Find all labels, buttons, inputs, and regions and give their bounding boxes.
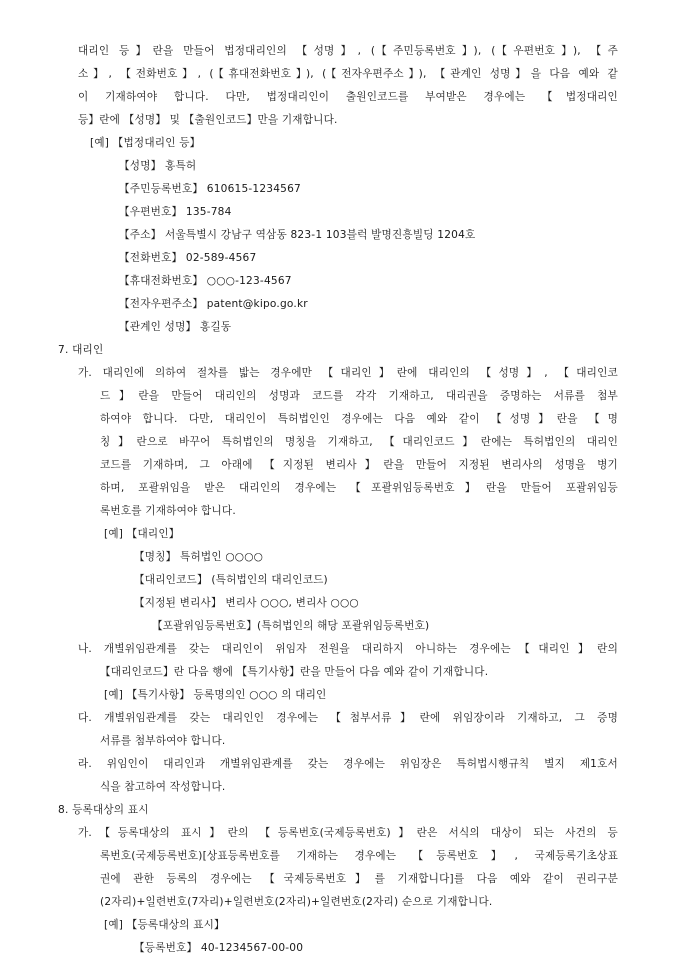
paragraph-line: 록번호를 기재하여야 합니다. (100, 505, 236, 517)
intro-line: 대리인 등】란을 만들어 법정대리인의 【성명】, (【주민등록번호】), (【우편번호】), 【주 (78, 45, 618, 57)
example-heading: [예] 【등록대상의 표시】 (104, 919, 225, 931)
paragraph-line: 하여야 합니다. 다만, 대리인이 특허법인인 경우에는 다음 예와 같이 【성명】란을 【명 (100, 413, 618, 425)
example-row: 【등록번호】 40-1234567-00-00 (134, 942, 304, 954)
example-row: 【관계인 성명】 홍길동 (119, 321, 232, 333)
paragraph-line: (2자리)+일련번호(7자리)+일련번호(2자리)+일련번호(2자리) 순으로 기재합니다. (100, 896, 493, 908)
paragraph-line: 가. 대리인에 의하여 절차를 밟는 경우에만 【대리인】란에 대리인의 【성명】, 【대리인코 (78, 367, 618, 379)
paragraph-line: 드】란을 만들어 대리인의 성명과 코드를 각각 기재하고, 대리권을 증명하는 서류를 첨부 (100, 390, 618, 402)
example-row: 【성명】 홍특허 (119, 160, 197, 172)
example-row: 【주소】 서울특별시 강남구 역삼동 823-1 103블럭 발명진흥빌딩 1204호 (119, 229, 476, 241)
paragraph-line: 나. 개별위임관계를 갖는 대리인이 위임자 전원을 대리하지 아니하는 경우에는【대리인】란의 (78, 643, 618, 655)
example-row: 【포괄위임등록번호】(특허법인의 해당 포괄위임등록번호) (152, 620, 430, 632)
example-row: 【우편번호】 135-784 (119, 206, 232, 218)
example-row: 【대리인코드】 (특허법인의 대리인코드) (134, 574, 328, 586)
section-title: 7. 대리인 (58, 344, 104, 356)
paragraph-line: 【대리인코드】란 다음 행에 【특기사항】란을 만들어 다음 예와 같이 기재합니다. (100, 666, 489, 678)
paragraph-line: 서류를 첨부하여야 합니다. (100, 735, 226, 747)
paragraph-line: 식을 참고하여 작성합니다. (100, 781, 226, 793)
paragraph-line: 하며, 포괄위임을 받은 대리인의 경우에는 【포괄위임등록번호】란을 만들어 포괄위임등 (100, 482, 618, 494)
example-heading: [예] 【특기사항】 등록명의인 ○○○ 의 대리인 (104, 689, 327, 701)
paragraph-line: 록번호(국제등록번호)[상표등록번호를 기재하는 경우에는 【등록번호】, 국제등록기초상표 (100, 850, 618, 862)
paragraph-line: 권에 관한 등록의 경우에는 【국제등록번호】를 기재합니다]를 다음 예와 같이 권리구분 (100, 873, 618, 885)
paragraph-line: 가.【등록대상의 표시】란의 【등록번호(국제등록번호)】란은 서식의 대상이 되는 사건의 등 (78, 827, 618, 839)
example-row: 【전화번호】 02-589-4567 (119, 252, 257, 264)
example-row: 【주민등록번호】 610615-1234567 (119, 183, 301, 195)
intro-line: 이 기재하여야 합니다. 다만, 법정대리인이 출원인코드를 부여받은 경우에는 【법정대리인 (78, 91, 618, 103)
paragraph-line: 라. 위임인이 대리인과 개별위임관계를 갖는 경우에는 위임장은 특허법시행규칙 별지 제1호서 (78, 758, 618, 770)
example-row: 【지정된 변리사】 변리사 ○○○, 변리사 ○○○ (134, 597, 359, 609)
paragraph-line: 코드를 기재하며, 그 아래에 【지정된 변리사】란을 만들어 지정된 변리사의 성명을 병기 (100, 459, 618, 471)
example-row: 【전자우편주소】 patent@kipo.go.kr (119, 298, 308, 310)
example-heading: [예] 【대리인】 (104, 528, 180, 540)
paragraph-line: 칭】란으로 바꾸어 특허법인의 명칭을 기재하고, 【대리인코드】란에는 특허법인의 대리인 (100, 436, 618, 448)
example-row: 【휴대전화번호】 ○○○-123-4567 (119, 275, 292, 287)
intro-line: 등】란에 【성명】 및 【출원인코드】만을 기재합니다. (78, 114, 338, 126)
example-heading: [예] 【법정대리인 등】 (90, 137, 201, 149)
intro-line: 소】, 【전화번호】, (【휴대전화번호】), (【전자우편주소】), 【관계인 성명】을 다음 예와 같 (78, 68, 618, 80)
paragraph-line: 다. 개별위임관계를 갖는 대리인인 경우에는 【첨부서류】란에 위임장이라 기재하고, 그 증명 (78, 712, 618, 724)
section-title: 8. 등록대상의 표시 (58, 804, 149, 816)
example-row: 【명칭】 특허법인 ○○○○ (134, 551, 264, 563)
